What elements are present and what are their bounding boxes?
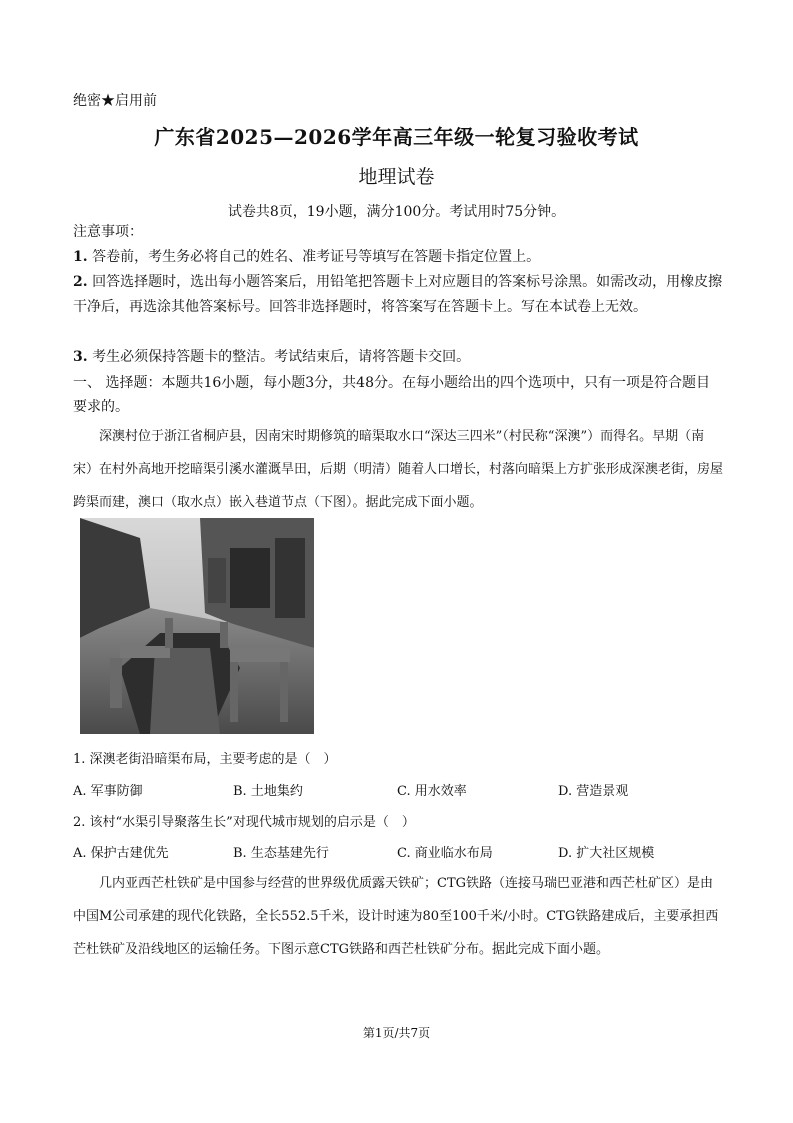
page-footer: 第1页/共7页 — [362, 1026, 431, 1040]
exam-title: 广东省2025—2026学年高三年级一轮复习验收考试 — [154, 125, 639, 149]
note-item-2 — [73, 270, 723, 319]
question-1-option-d[interactable]: D. 营造景观 — [558, 784, 629, 799]
passage-1: 深澳村位于浙江省桐庐县，因南宋时期修筑的暗渠取水口“深达三四米”（村民称“深澳”）而得名。早期（南宋）在村外高地开挖暗渠引溪水灌溉旱田，后期（明清）随着人口增长，村落向暗渠上方扩张形成深澳老街，房屋跨渠而建，澳口（取水点）嵌入巷道节点（下图）。据此完成下面小题。 — [73, 429, 724, 510]
note-number: 2. — [73, 274, 88, 290]
question-2-stem: 2. 该村“水渠引导聚落生长”对现代城市规划的启示是（ ） — [73, 815, 415, 830]
question-1-option-a[interactable]: A. 军事防御 — [73, 784, 143, 799]
question-2-option-c[interactable]: C. 商业临水布局 — [397, 846, 493, 861]
note-item-3 — [73, 345, 723, 369]
note-number: 3. — [73, 349, 88, 365]
village-street-photo — [80, 518, 314, 734]
question-1-option-b[interactable]: B. 土地集约 — [233, 784, 303, 799]
passage-2: 几内亚西芒杜铁矿是中国参与经营的世界级优质露天铁矿；CTG铁路（连接马瑞巴亚港和西芒杜矿区）是由中国M公司承建的现代化铁路，全长552.5千米，设计时速为80至100千米/小时。CTG铁路建成后，主要承担西芒杜铁矿及沿线地区的运输任务。下图示意CTG铁路和西芒杜铁矿分布。据此完成下面小题。 — [73, 876, 719, 957]
question-2-option-a[interactable]: A. 保护古建优先 — [73, 846, 169, 861]
section-heading: 一、 选择题：本题共16小题，每小题3分，共48分。在每小题给出的四个选项中，只有一项是符合题目要求的。 — [73, 375, 710, 415]
question-1-stem: 1. 深澳老街沿暗渠布局，主要考虑的是（ ） — [73, 752, 337, 767]
note-number: 1. — [73, 249, 88, 265]
subject-title: 地理试卷 — [358, 166, 435, 188]
notes-heading: 注意事项： — [73, 224, 143, 240]
question-2-option-b[interactable]: B. 生态基建先行 — [233, 846, 329, 861]
exam-info: 试卷共8页，19小题，满分100分。考试用时75分钟。 — [227, 204, 566, 220]
note-text: 考生必须保持答题卡的整洁。考试结束后，请将答题卡交回。 — [92, 349, 471, 365]
note-item-1 — [73, 245, 723, 269]
question-1-option-c[interactable]: C. 用水效率 — [397, 784, 467, 799]
note-text: 答卷前，考生务必将自己的姓名、准考证号等填写在答题卡指定位置上。 — [92, 249, 541, 265]
confidential-label: 绝密★启用前 — [73, 93, 157, 109]
question-2-option-d[interactable]: D. 扩大社区规模 — [558, 846, 655, 861]
note-text: 回答选择题时，选出每小题答案后，用铅笔把答题卡上对应题目的答案标号涂黑。如需改动，用橡皮擦干净后，再选涂其他答案标号。回答非选择题时，将答案写在答题卡上。写在本试卷上无效。 — [73, 274, 723, 315]
